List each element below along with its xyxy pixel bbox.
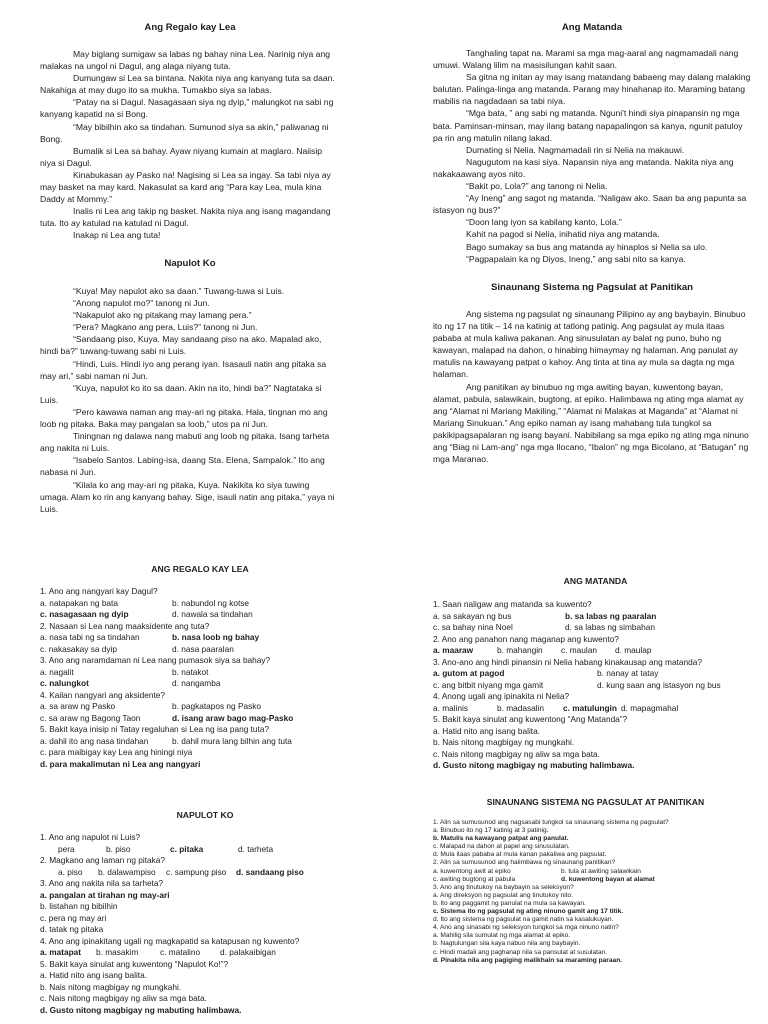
choice: b. nabundol ng kotse (172, 597, 250, 608)
quiz-sinaunang-sistema (433, 797, 758, 1024)
question: 2. Magkano ang laman ng pitaka? (40, 855, 166, 865)
story-paragraph: Kahit na pagod si Nelia, inihatid niya ang matanda. (466, 229, 660, 240)
quiz-title: ANG MATANDA (563, 576, 628, 586)
choice-correct: a. pangalan at tirahan ng may-ari (40, 889, 170, 900)
story-paragraph: “Bakit po, Lola?” ang tanong ni Nelia. (466, 181, 608, 192)
story-paragraph: Ang sistema ng pagsulat ng sinaunang Pilipino ay ang baybayin. Binubuo ito ng 17 na titik – 14 na katinig at tatlong patinig. Ang pagsulat ay mula itaas pababa at mula kaliwa pakanan. Ang sinusulatan ay balat ng puno, buho ng kawayan, malapad na dahon, o hinabing himaymay ng halaman. Ang panulat ay matulis na kawayang patpat o kahoy. Ang tinta at tina ay mula sa dagta ng mga halaman. (433, 309, 746, 380)
story-paragraph: Dumungaw si Lea sa bintana. Nakita niya ang kanyang tuta sa daan. Nakahiga at may dugo ito sa mukha. Tumakbo siya sa labas. (40, 73, 335, 96)
story-paragraph: “Nakapulot ako ng pitakang may lamang pera.” (73, 310, 252, 321)
choice-correct: d. sandaang piso (236, 866, 304, 877)
story-paragraph: “Pera? Magkano ang pera, Luis?” tanong ni Jun. (73, 322, 258, 333)
choice: a. piso (58, 866, 83, 877)
story-paragraph: Nagugutom na kasi siya. Napansin niya ang matanda. Nakita niya ang nakakaawang ayos nito. (433, 156, 734, 179)
choice: b. Nais nitong magbigay ng mungkahi. (40, 981, 182, 992)
question: 3. Ano ang nakita nila sa tarheta? (40, 878, 164, 888)
choice: a. sa sakayan ng bus (433, 610, 512, 621)
question: 4. Anong ugali ang ipinakita ni Nelia? (433, 691, 570, 701)
question: 1. Alin sa sumusunod ang nagsasabi tungkol sa sinaunang sistema ng pagsulat? (433, 819, 669, 826)
choice: b. madasalin (497, 702, 545, 713)
choice: b. piso (106, 843, 131, 854)
question: 4. Kailan nangyari ang aksidente? (40, 689, 166, 700)
question: 5. Bakit kaya inisip ni Tatay regaluhan si Lea ng isa pang tuta? (40, 724, 270, 734)
story-paragraph: “Pero kawawa naman ang may-ari ng pitaka. Hala, tingnan mo ang loob ng pitaka. Baka may pangalan sa loob,” utos pa ni Jun. (40, 406, 328, 430)
story-regalo-kay-lea (40, 22, 340, 242)
story-paragraph: Inakap ni Lea ang tuta! (73, 230, 161, 241)
choice: d. Ito ang sistema ng pagsulat na gamit natin sa kasalukuyan. (433, 916, 614, 924)
choice: c. sa araw ng Bagong Taon (40, 712, 141, 723)
story-paragraph: “Pagpapalain ka ng Diyos, Ineng,” ang sabi nito sa kanya. (466, 253, 686, 264)
choice: b. Ito ang paggamit ng panulat na mula sa kawayan. (433, 899, 586, 907)
story-paragraph: Tanghaling tapat na. Marami sa mga mag-aaral ang nagmamadali nang umuwi. Walang lilim na masisilungan kahit saan. (433, 48, 739, 71)
choice: a. nasa tabi ng sa tindahan (40, 632, 140, 642)
story-title: Napulot Ko (164, 258, 216, 269)
choice: b. natakot (172, 666, 209, 677)
choice-correct: b. Matulis na kawayang patpat ang panulat. (433, 835, 569, 843)
story-paragraph: Bago sumakay sa bus ang matanda ay hinaplos si Nelia sa ulo. (466, 241, 708, 252)
choice: a. dahil ito ang nasa tindahan (40, 735, 149, 746)
choice: c. para maibigay kay Lea ang hiningi niya (40, 747, 193, 757)
choice: b. pagkatapos ng Pasko (172, 701, 262, 711)
story-paragraph: Ang panitikan ay binubuo ng mga awiting bayan, kuwentong bayan, alamat, pabula, salawikain, bugtong, at epiko. Halimbawa ng ating mga alamat ay ang “Alamat ni Mariang Makiling,” “Alamat ni Malakas at Maganda” at “Alamat ni Mariang Sinukuan.” Ang epiko naman ay isang mahabang tula tungkol sa pakikipagsapalaran ng isang bayani. Nabibilang sa mga epiko ng ating mga ninuno ang “Biag ni Lam-ang” nga mga Ilocano, “Ibalon” ng mga Bicolano, at “Batugan” ng mga Maranao. (433, 381, 749, 465)
story-title: Ang Matanda (561, 22, 623, 33)
choice: d. maulap (615, 645, 652, 655)
choice-correct: a. maaraw (433, 645, 474, 655)
choice: a. natapakan ng bata (40, 597, 118, 608)
story-paragraph: Dumating si Nelia. Nagmamadali rin si Nelia na makauwi. (466, 144, 685, 155)
question: 1. Ano ang nangyari kay Dagul? (40, 586, 158, 596)
choice: b. masakim (96, 947, 139, 957)
choice-correct: c. nalungkot (40, 678, 89, 688)
question: 4. Ano ang ipinakitang ugali ng magkapatid sa katapusan ng kuwento? (40, 935, 300, 946)
choice: d. nangamba (172, 678, 221, 688)
choice: a. sa araw ng Pasko (40, 701, 116, 711)
story-paragraph: “Hindi, Luis. Hindi iyo ang perang iyan. Isasauli natin ang pitaka sa may ari,” sabi naman ni Jun. (40, 358, 327, 381)
choice-correct: c. Sistema ito ng pagsulat ng ating ninuno gamit ang 17 titik. (433, 908, 624, 916)
choice: d. sa labas ng simbahan (565, 622, 655, 632)
choice: d. tatak ng pitaka (40, 924, 104, 934)
choice: b. dahil mura lang bilhin ang tuta (172, 735, 292, 746)
choice-correct: a. gutom at pagod (433, 668, 505, 678)
question: 2. Nasaan si Lea nang maaksidente ang tuta? (40, 620, 210, 631)
story-paragraph: “Mga bata, ” ang sabi ng matanda. Nguni't hindi siya pinapansin ng mga bata. Paminsan-minsan, may ilang batang napapalingon sa kanya, ngunit patuloy pa rin ang matulin nilang lakad. (433, 108, 743, 143)
choice: b. tula at awiting salawikain (561, 867, 641, 875)
question: 3. Ano ang naramdaman ni Lea nang pumasok siya sa bahay? (40, 655, 271, 665)
question: 5. Bakit kaya sinulat ang kuwentong “Ang Matanda”? (433, 714, 628, 724)
choice-correct: a. matapat (40, 947, 82, 957)
story-paragraph: “Anong napulot mo?” tanong ni Jun. (73, 298, 210, 309)
choice: c. maulan (561, 645, 597, 655)
story-paragraph: Bumalik si Lea sa bahay. Ayaw niyang kumain at maglaro. Naiisip niya si Dagul. (40, 145, 323, 168)
choice-correct: b. nasa loob ng bahay (172, 632, 260, 642)
choice: d. kung saan ang istasyon ng bus (597, 679, 721, 690)
story-paragraph: “May bibilhin ako sa tindahan. Sumunod siya sa akin,” paliwanag ni Bong. (40, 121, 329, 144)
question: 3. Ano ang tinutukoy na baybayin sa seleksyon? (433, 883, 574, 891)
story-paragraph: Sa gitna ng initan ay may isang matandang babaeng may dalang malaking balutan. Palinga-linga ang matanda. Parang may hinahanap ito. Maraming batang mabilis na nagdadaan sa tabi niya. (433, 72, 751, 107)
choice: pera (58, 843, 75, 854)
quiz-regalo-kay-lea (40, 564, 360, 770)
story-title: Sinaunang Sistema ng Pagsulat at Panitikan (490, 282, 694, 293)
story-sinaunang-sistema (433, 282, 751, 465)
choice: c. ang bitbit niyang mga gamit (433, 679, 544, 690)
story-paragraph: Kinabukasan ay Pasko na! Nagising si Lea sa ingay. Sa tabi niya ay may basket na may kard. Nakasulat sa kard ang “Para kay Lea, mula kina Daddy at Mommy.” (40, 169, 331, 205)
quiz-title: ANG REGALO KAY LEA (151, 564, 249, 574)
choice-correct: c. matulungin (563, 702, 617, 713)
question: 1. Saan naligaw ang matanda sa kuwento? (433, 599, 592, 609)
choice: b. Nagtulungan sila kaya nabuo nila ang baybayin. (433, 940, 581, 948)
quiz-title: NAPULOT KO (176, 810, 234, 820)
choice-correct: d. Gusto nitong magbigay ng mabuting halimbawa. (40, 1004, 242, 1015)
choice-correct: d. Pinakita nila ang pagiging malikhain sa maraming paraan. (433, 956, 623, 964)
choice-correct: d. kuwentong bayan at alamat (561, 875, 655, 883)
choice: d. tarheta (238, 843, 274, 854)
story-title: Ang Regalo kay Lea (144, 22, 236, 33)
choice: a. Binubuo ito ng 17 katinig at 3 patinig. (433, 827, 549, 835)
story-paragraph: Inalis ni Lea ang takip ng basket. Nakita niya ang isang magandang tuta. Ito ay katulad na katulad ni Dagul. (40, 206, 331, 229)
choice-correct: c. nasagasaan ng dyip (40, 609, 129, 619)
story-paragraph: May biglang sumigaw sa labas ng bahay nina Lea. Narinig niya ang malakas na ungol ni Dagul, ang alaga niyang tuta. (40, 49, 331, 72)
choice: c. Nais nitong magbigay ng aliw sa mga bata. (433, 748, 600, 759)
story-paragraph: Tiningnan ng dalawa nang mabuti ang loob ng pitaka. Isang tarheta ang nakita ni Luis. (40, 431, 330, 454)
question: 2. Alin sa sumusunod ang halimbawa ng sinaunang panitikan? (433, 859, 616, 867)
choice: b. listahan ng bibilhin (40, 901, 118, 911)
choice: a. Mahilig sila sumulat ng mga alamat at epiko. (433, 932, 571, 940)
story-napulot-ko (40, 258, 340, 515)
choice: c. sa bahay nina Noel (433, 622, 513, 632)
choice: d. palakaibigan (220, 947, 276, 957)
question: 1. Ano ang napulot ni Luis? (40, 832, 141, 842)
choice: c. pera ng may ari (40, 912, 107, 923)
choice: a. malinis (433, 702, 469, 713)
choice: d. Mula itaas pababa at mula kanan pakaliwa ang pagsulat. (433, 851, 607, 859)
story-paragraph: “Ay Ineng” ang sagot ng matanda. “Naligaw ako. Saan ba ang papunta sa istasyon ng bus?” (433, 193, 747, 216)
choice: c. Nais nitong magbigay ng aliw sa mga bata. (40, 993, 207, 1003)
quiz-title: SINAUNANG SISTEMA NG PAGSULAT AT PANITIKAN (486, 797, 705, 807)
choice: c. Hindi madali ang paghanap nila sa pansulat at susulatan. (433, 948, 608, 956)
choice: a. Hatid nito ang isang balita. (40, 970, 148, 980)
choice: b. Nais nitong magbigay ng mungkahi. (433, 737, 575, 747)
quiz-napulot-ko (40, 810, 370, 1024)
story-paragraph: “Doon lang iyon sa kabilang kanto, Lola.” (466, 217, 622, 228)
choice: c. nakasakay sa dyip (40, 643, 118, 654)
story-ang-matanda (433, 22, 751, 265)
question: 2. Ano ang panahon nang maganap ang kuwento? (433, 633, 619, 644)
question: 3. Ano-ano ang hindi pinansin ni Nelia habang kinakausap ang matanda? (433, 656, 702, 667)
story-paragraph: “Patay na si Dagul. Nasagasaan siya ng dyip,” malungkot na sabi ng kanyang kapatid na si Bong. (40, 97, 334, 120)
question: 4. Ano ang sinasabi ng seleksyon tungkol sa mga ninuno natin? (433, 924, 619, 932)
choice-correct: c. pitaka (170, 843, 204, 854)
question: 5. Bakit kaya sinulat ang kuwentong “Napulot Ko!”? (40, 958, 229, 969)
story-paragraph: “Sandaang piso, Kuya. May sandaang piso na ako. Mapalad ako, hindi ba?” tuwang-tuwang sabi ni Luis. (40, 334, 322, 357)
choice-correct: d. para makalimutan ni Lea ang nangyari (40, 758, 201, 769)
choice: c. Malapad na dahon at papel ang sinusulatan. (433, 843, 570, 851)
choice: a. kuwentong awit at epiko (433, 867, 511, 875)
story-paragraph: “Kilala ko ang may-ari ng pitaka, Kuya. Nakikita ko siya tuwing umaga. Alam ko rin ang kanyang bahay. Sige, isauli natin ang pitaka,” yaya ni Luis. (40, 479, 335, 514)
choice: a. nagalit (40, 666, 74, 677)
choice: d. nawala sa tindahan (172, 609, 253, 619)
choice-correct: d. isang araw bago mag-Pasko (172, 712, 294, 723)
choice: a. Hatid nito ang isang balita. (433, 725, 541, 736)
choice: a. Ang direksyon ng pagsulat ang tinutukoy nito. (433, 891, 574, 899)
choice: c. matalino (160, 947, 201, 957)
choice: b. mahangin (497, 645, 543, 655)
choice-correct: d. Gusto nitong magbigay ng mabuting halimbawa. (433, 760, 635, 770)
choice: c. awiting bugtong at pabula (433, 875, 516, 883)
choice: b. nanay at tatay (597, 668, 659, 678)
choice: d. mapagmahal (621, 702, 679, 713)
story-paragraph: “Isabelo Santos. Labing-isa, daang Sta. Elena, Sampalok.” Ito ang nabasa ni Jun. (40, 455, 325, 478)
choice: b. dalawampiso (98, 866, 156, 877)
choice-correct: b. sa labas ng paaralan (565, 610, 657, 621)
choice: c. sampung piso (166, 866, 227, 877)
story-paragraph: “Kuya, napulot ko ito sa daan. Akin na ito, hindi ba?” Nagtataka si Luis. (40, 382, 322, 405)
story-paragraph: “Kuya! May napulot ako sa daan.” Tuwang-tuwa si Luis. (73, 286, 285, 296)
choice: d. nasa paaralan (172, 643, 234, 654)
quiz-ang-matanda (433, 576, 758, 772)
